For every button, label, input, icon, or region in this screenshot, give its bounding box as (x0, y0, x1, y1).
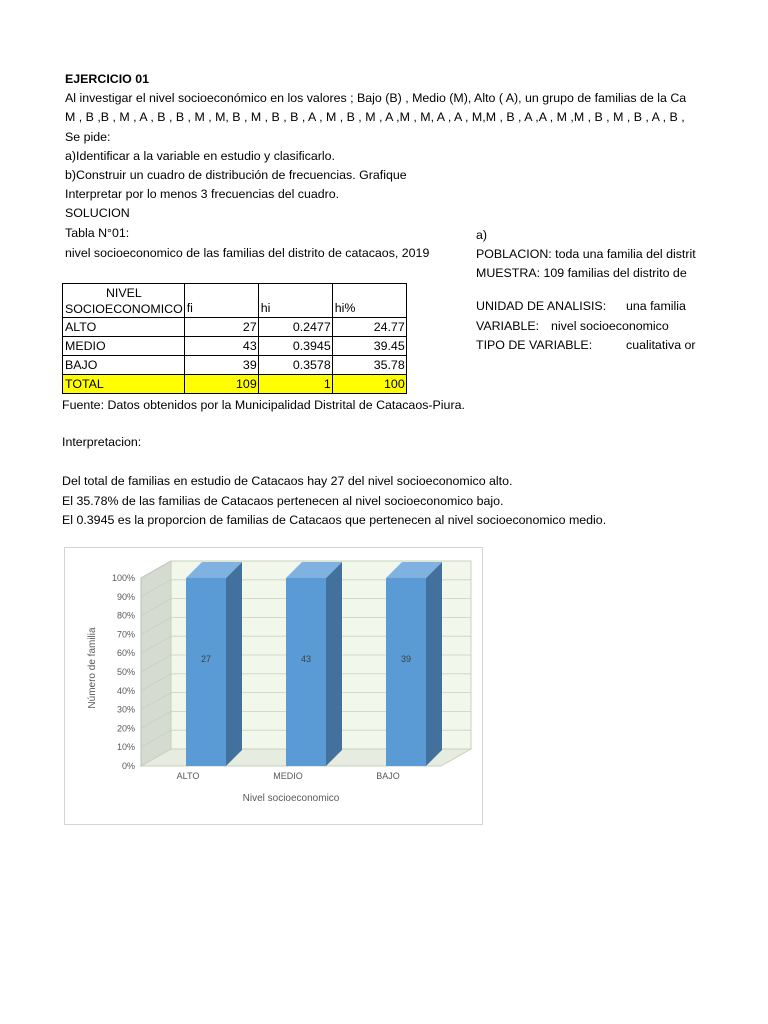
y-tick-label: 80% (116, 610, 135, 621)
x-tick-label: ALTO (176, 771, 200, 781)
table-caption: nivel socioeconomico de las familias del distrito de catacaos, 2019 (65, 246, 430, 260)
bar-data-label: 43 (300, 654, 312, 664)
bar-chart (64, 547, 483, 825)
x-tick-label: MEDIO (273, 771, 303, 781)
cell-total-hi-percent: 100 (332, 375, 406, 394)
bar-side (226, 562, 242, 766)
y-tick-label: 60% (116, 648, 135, 659)
cell-hi-percent: 39.45 (332, 337, 406, 356)
header-nivel (63, 284, 185, 318)
cell-nivel: BAJO (63, 356, 185, 375)
interpretation-line-1: Del total de familias en estudio de Catacaos hay 27 del nivel socioeconomico alto. (62, 474, 513, 488)
statement-line-1: Al investigar el nivel socioeconómico en los valores ; Bajo (B) , Medio (M), Alto ( A), un grupo de familias de la Ca (65, 91, 687, 105)
table-row (63, 356, 407, 375)
cell-fi: 43 (184, 337, 258, 356)
cell-hi-percent: 24.77 (332, 318, 406, 337)
cell-total-fi: 109 (184, 375, 258, 394)
y-tick-label: 0% (121, 761, 135, 771)
y-tick-label: 90% (116, 591, 135, 602)
header-hi: hi (258, 284, 332, 318)
y-tick-label: 30% (116, 704, 135, 715)
statement-line-6: Interpretar por lo menos 3 frecuencias del cuadro. (65, 187, 340, 201)
chart-canvas (65, 548, 482, 824)
cell-nivel: MEDIO (63, 337, 185, 356)
y-tick-label: 40% (116, 685, 135, 696)
cell-hi: 0.2477 (258, 318, 332, 337)
header-nivel-line-1: NIVEL (105, 286, 142, 300)
bar-side (426, 562, 442, 766)
bar-side (326, 562, 342, 766)
statement-line-5: b)Construir un cuadro de distribución de frecuencias. Grafique (65, 168, 407, 182)
bar (386, 578, 426, 766)
y-axis-title: Número de familia (87, 627, 98, 709)
bar-data-label: 39 (400, 654, 412, 664)
cell-nivel: ALTO (63, 318, 185, 337)
solution-heading: SOLUCION (65, 206, 130, 220)
right-item-a: a) (476, 228, 488, 242)
table-title: Tabla N°01: (65, 226, 130, 240)
bar-data-label: 27 (200, 654, 212, 664)
statement-line-4: a)Identificar a la variable en estudio y clasificarlo. (65, 149, 335, 163)
header-nivel-line-2: SOCIOECONOMICO (65, 302, 183, 316)
exercise-title: EJERCICIO 01 (65, 72, 150, 86)
muestra-text: MUESTRA: 109 familias del distrito de (476, 266, 687, 280)
poblacion-text: POBLACION: toda una familia del distrit (476, 247, 696, 261)
frequency-table (62, 283, 407, 394)
cell-total-hi: 1 (258, 375, 332, 394)
x-tick-label: BAJO (376, 771, 400, 781)
table-row (63, 337, 407, 356)
cell-hi: 0.3578 (258, 356, 332, 375)
y-tick-label: 20% (116, 723, 135, 734)
y-tick-label: 50% (116, 667, 135, 677)
tipo-variable-label: TIPO DE VARIABLE: (476, 338, 593, 352)
header-fi: fi (184, 284, 258, 318)
cell-hi-percent: 35.78 (332, 356, 406, 375)
statement-line-2: M , B ,B , M , A , B , B , M , M, B , M , B , B , A , M , B , M , A ,M , M, A , A , M,M , B , A ,A , M ,M , B , M , B , A , B , (65, 110, 685, 124)
interpretation-line-3: El 0.3945 es la proporcion de familias de Catacaos que pertenecen al nivel socioeconomico medio. (62, 513, 607, 527)
tipo-variable-value: cualitativa or (626, 338, 696, 352)
interpretation-line-2: El 35.78% de las familias de Catacaos pertenecen al nivel socioeconomico bajo. (62, 494, 504, 508)
cell-total-label: TOTAL (63, 375, 185, 394)
y-tick-label: 70% (116, 629, 135, 640)
statement-line-3: Se pide: (65, 130, 111, 144)
cell-hi: 0.3945 (258, 337, 332, 356)
bar (186, 578, 226, 766)
variable-value: nivel socioeconomico (551, 319, 669, 333)
cell-fi: 39 (184, 356, 258, 375)
table-row (63, 318, 407, 337)
bar (286, 578, 326, 766)
x-axis-title: Nivel socioeconomico (242, 793, 340, 804)
y-tick-label: 100% (111, 573, 135, 583)
unidad-label: UNIDAD DE ANALISIS: (476, 299, 607, 313)
table-total-row (63, 375, 407, 394)
cell-fi: 27 (184, 318, 258, 337)
y-tick-label: 10% (116, 742, 135, 753)
unidad-value: una familia (626, 299, 686, 313)
interpretation-heading: Interpretacion: (62, 435, 142, 449)
variable-label: VARIABLE: (476, 319, 540, 333)
header-hi-percent: hi% (332, 284, 406, 318)
source-note: Fuente: Datos obtenidos por la Municipalidad Distrital de Catacaos-Piura. (62, 398, 465, 412)
table-header-row (63, 284, 407, 318)
